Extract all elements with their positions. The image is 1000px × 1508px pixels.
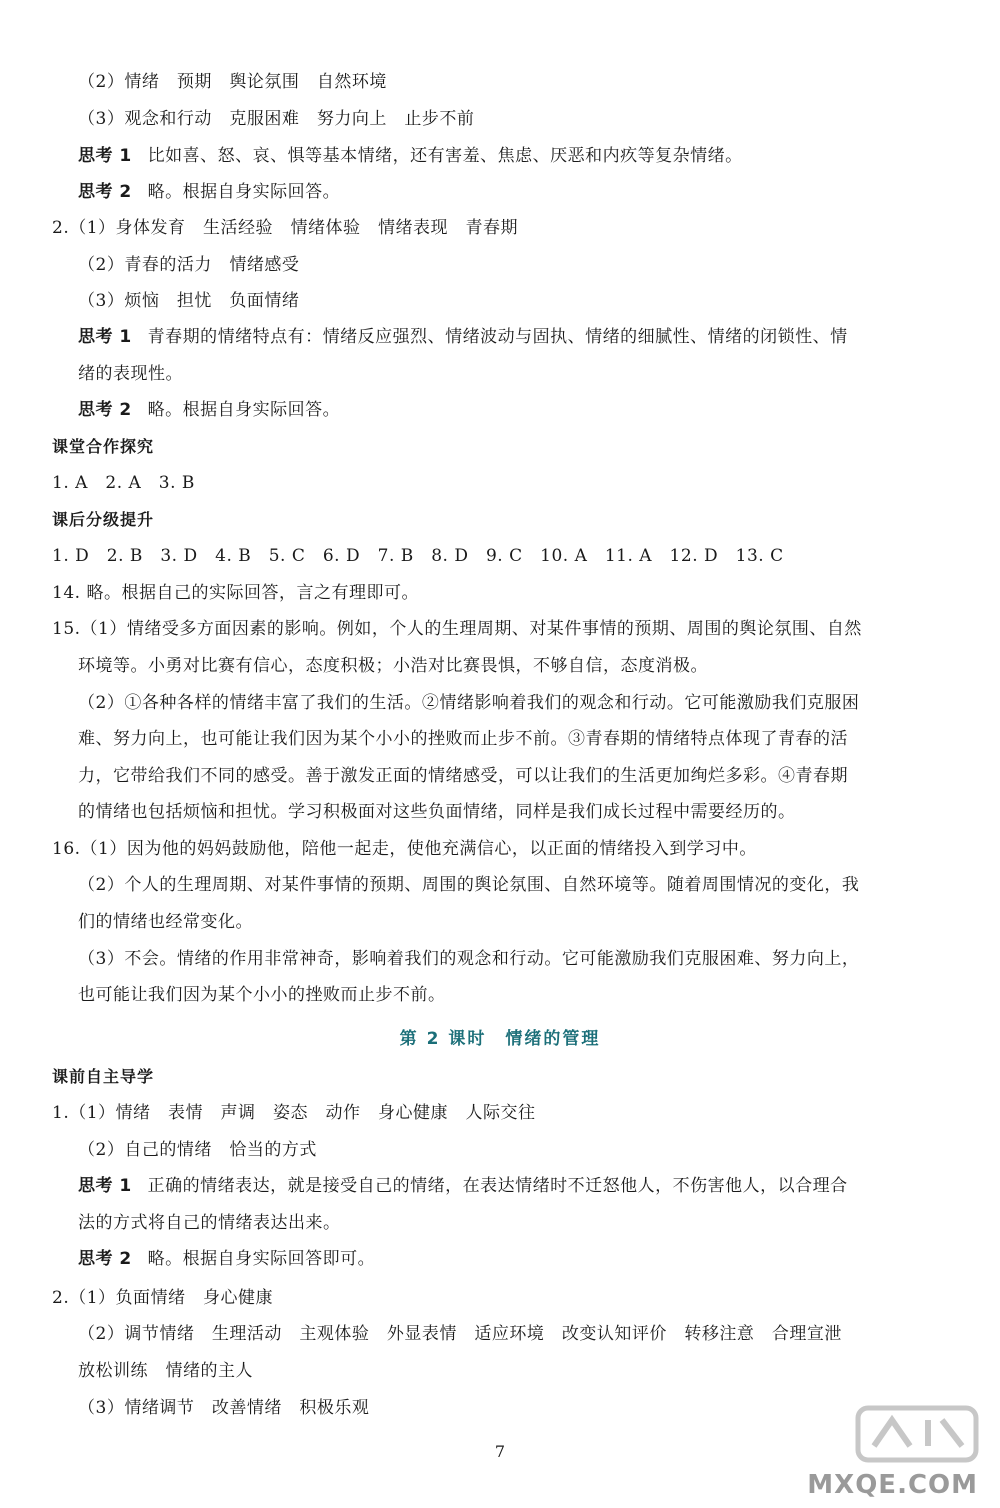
text-line: （3）不会。情绪的作用非常神奇，影响着我们的观念和行动。它可能激励我们克服困难、努力向上，: [78, 949, 860, 969]
text-line: [78, 181, 340, 203]
text-content: 略。根据自身实际回答。: [147, 400, 341, 420]
text-line: 1. D 2. B 3. D 4. B 5. C 6. D 7. B 8. D 9. C 10. A 11. A 12. D 13. C: [52, 546, 784, 566]
text-line: [78, 399, 340, 421]
text-line: （2）①各种各样的情绪丰富了我们的生活。②情绪影响着我们的观念和行动。它可能激励我们克服困: [78, 693, 860, 713]
text-line: 放松训练 情绪的主人: [78, 1361, 253, 1381]
section-heading: 课堂合作探究: [52, 437, 155, 456]
think-label: 思考 2: [78, 182, 132, 202]
text-line: （2）青春的活力 情绪感受: [78, 255, 300, 275]
text-content: 略。根据自身实际回答。: [147, 182, 341, 202]
text-line: [78, 145, 743, 167]
text-line: （3）烦恼 担忧 负面情绪: [78, 291, 300, 311]
text-line: （2）个人的生理周期、对某件事情的预期、周围的舆论氛围、自然环境等。随着周围情况的变化，我: [78, 875, 860, 895]
text-line: （3）情绪调节 改善情绪 积极乐观: [78, 1398, 370, 1418]
text-line: 2.（1）负面情绪 身心健康: [52, 1288, 274, 1308]
think-label: 思考 2: [78, 400, 132, 420]
text-line: （3）观念和行动 克服困难 努力向上 止步不前: [78, 109, 475, 129]
text-content: 比如喜、怒、哀、惧等基本情绪，还有害羞、焦虑、厌恶和内疚等复杂情绪。: [147, 146, 743, 166]
text-line: 难、努力向上，也可能让我们因为某个小小的挫败而止步不前。③青春期的情绪特点体现了青春的活: [78, 729, 848, 749]
text-line: 力，它带给我们不同的感受。善于激发正面的情绪感受，可以让我们的生活更加绚烂多彩。④青春期: [78, 766, 848, 786]
text-line: （2）调节情绪 生理活动 主观体验 外显表情 适应环境 改变认知评价 转移注意 合理宣泄: [78, 1324, 842, 1344]
text-line: 15.（1）情绪受多方面因素的影响。例如，个人的生理周期、对某件事情的预期、周围的舆论氛围、自然: [52, 619, 862, 639]
text-line: （2）情绪 预期 舆论氛围 自然环境: [78, 72, 387, 92]
text-line: 1.（1）情绪 表情 声调 姿态 动作 身心健康 人际交往: [52, 1103, 536, 1123]
lesson-title: 第 2 课时 情绪的管理: [399, 1029, 601, 1049]
text-line: [78, 1175, 848, 1197]
text-line: 2.（1）身体发育 生活经验 情绪体验 情绪表现 青春期: [52, 218, 519, 238]
text-line: 16.（1）因为他的妈妈鼓励他，陪他一起走，使他充满信心，以正面的情绪投入到学习中。: [52, 839, 757, 859]
text-line: 1. A 2. A 3. B: [52, 473, 195, 493]
think-label: 思考 1: [78, 327, 132, 347]
text-line: [78, 326, 848, 348]
text-line: 的情绪也包括烦恼和担忧。学习积极面对这些负面情绪，同样是我们成长过程中需要经历的。: [78, 802, 796, 822]
text-line: 法的方式将自己的情绪表达出来。: [78, 1213, 341, 1233]
section-heading: 课后分级提升: [52, 510, 155, 529]
text-content: 略。根据自身实际回答即可。: [147, 1249, 376, 1269]
text-content: 青春期的情绪特点有：情绪反应强烈、情绪波动与固执、情绪的细腻性、情绪的闭锁性、情: [147, 327, 848, 347]
think-label: 思考 2: [78, 1249, 132, 1269]
text-line: 14. 略。根据自己的实际回答，言之有理即可。: [52, 583, 419, 603]
page-number: 7: [494, 1442, 506, 1461]
section-heading: 课前自主导学: [52, 1067, 155, 1086]
text-line: （2）自己的情绪 恰当的方式: [78, 1140, 317, 1160]
think-label: 思考 1: [78, 1176, 132, 1196]
text-line: 也可能让我们因为某个小小的挫败而止步不前。: [78, 985, 446, 1005]
text-content: 正确的情绪表达，就是接受自己的情绪，在表达情绪时不迁怒他人，不伤害他人，以合理合: [147, 1176, 848, 1196]
think-label: 思考 1: [78, 146, 132, 166]
watermark-text: MXQE.COM: [807, 1470, 978, 1500]
text-line: [78, 1248, 375, 1270]
text-line: 环境等。小勇对比赛有信心，态度积极；小浩对比赛畏惧，不够自信，态度消极。: [78, 656, 708, 676]
text-line: 绪的表现性。: [78, 364, 183, 384]
text-line: 们的情绪也经常变化。: [78, 912, 253, 932]
